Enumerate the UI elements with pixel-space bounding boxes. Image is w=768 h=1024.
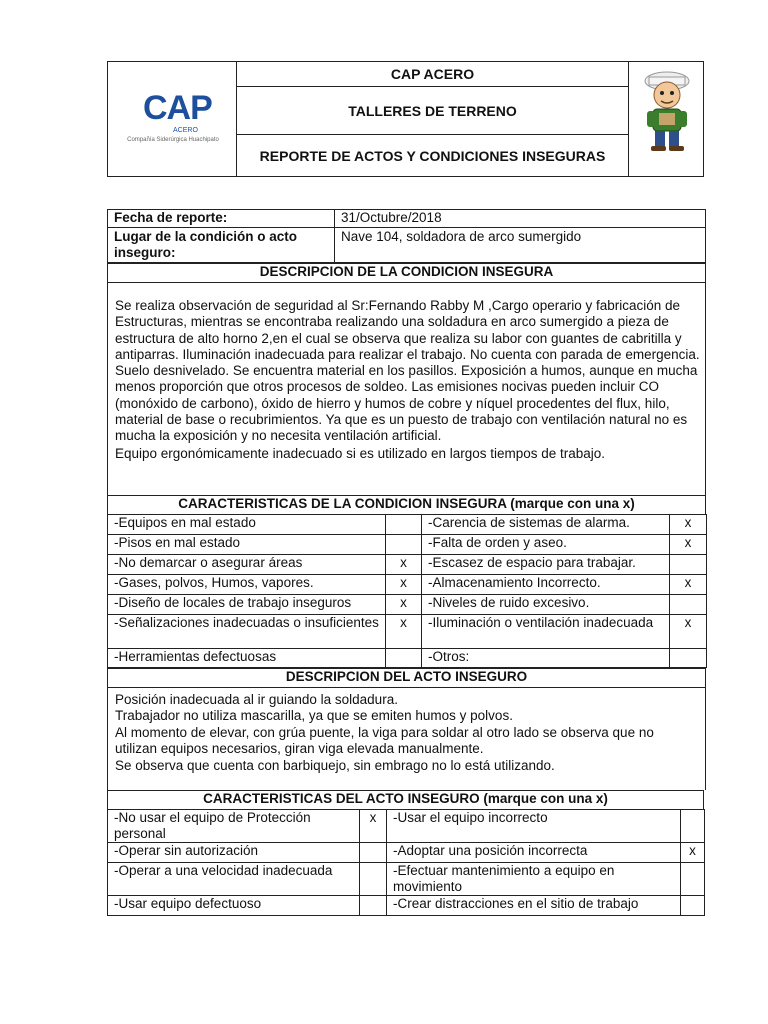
acto-box [107, 688, 706, 790]
caracteristicas-condicion-item-label: -No demarcar o asegurar áreas [108, 555, 386, 575]
logo-company: Compañía Siderúrgica Huachipato [127, 137, 219, 143]
caracteristicas-condicion-item-label: -Almacenamiento Incorrecto. [422, 575, 670, 595]
caracteristicas-acto-row [108, 810, 705, 843]
condicion-box [107, 283, 706, 495]
caracteristicas-condicion-checkbox-mark[interactable]: x [670, 535, 707, 555]
logo-cell [107, 61, 237, 177]
cap-logo: CAP [143, 89, 212, 127]
caracteristicas-condicion-checkbox-mark[interactable]: x [670, 515, 707, 535]
caracteristicas-condicion-checkbox-mark[interactable]: x [386, 595, 422, 615]
caracteristicas-condicion-item-label: -Equipos en mal estado [108, 515, 386, 535]
acto-checklist [107, 809, 705, 916]
caracteristicas-acto-row [108, 863, 705, 896]
acto-title: DESCRIPCION DEL ACTO INSEGURO [107, 668, 706, 688]
acto-line: Se observa que cuenta con barbiquejo, sin embrago no lo está utilizando. [115, 758, 555, 773]
acto-line: Posición inadecuada al ir guiando la soldadura. [115, 692, 398, 707]
caracteristicas-acto-checkbox-mark[interactable] [681, 810, 705, 843]
fecha-value: 31/Octubre/2018 [335, 209, 706, 228]
fecha-label: Fecha de reporte: [107, 209, 335, 228]
caracteristicas-acto-item-label: -Efectuar mantenimiento a equipo en movimiento [387, 863, 681, 896]
caracteristicas-condicion-item-label: -Escasez de espacio para trabajar. [422, 555, 670, 575]
caracteristicas-condicion-row [108, 515, 707, 535]
caracteristicas-condicion-checkbox-mark[interactable] [670, 555, 707, 575]
caracteristicas-condicion-row [108, 575, 707, 595]
caracteristicas-condicion-item-label: -Niveles de ruido excesivo. [422, 595, 670, 615]
acto-line: Al momento de elevar, con grúa puente, la viga para soldar al otro lado se observa que no utilizan equipos necesarios, giran viga elevada manualmente. [115, 725, 654, 757]
caracteristicas-condicion-row [108, 649, 707, 668]
caracteristicas-condicion-item-label: -Otros: [422, 649, 670, 668]
caracteristicas-condicion-row [108, 615, 707, 649]
caracteristicas-condicion-row [108, 555, 707, 575]
header-line3: REPORTE DE ACTOS Y CONDICIONES INSEGURAS [259, 148, 606, 164]
caracteristicas-condicion-item-label: -Pisos en mal estado [108, 535, 386, 555]
caracteristicas-condicion-row [108, 595, 707, 615]
caracteristicas-condicion-row [108, 535, 707, 555]
caracteristicas-acto-checkbox-mark[interactable] [360, 843, 387, 863]
lugar-label: Lugar de la condición o acto inseguro: [107, 228, 335, 263]
caracteristicas-acto-item-label: -Adoptar una posición incorrecta [387, 843, 681, 863]
caracteristicas-condicion-item-label: -Diseño de locales de trabajo inseguros [108, 595, 386, 615]
caracteristicas-acto-item-label: -Usar equipo defectuoso [108, 896, 360, 916]
caracteristicas-acto-item-label: -No usar el equipo de Protección personal [108, 810, 360, 843]
acto-line: Trabajador no utiliza mascarilla, ya que se emiten humos y polvos. [115, 708, 513, 723]
caracteristicas-condicion-checkbox-mark[interactable] [386, 649, 422, 668]
caracteristicas-acto-item-label: -Operar a una velocidad inadecuada [108, 863, 360, 896]
caracteristicas-condicion-checkbox-mark[interactable]: x [670, 615, 707, 649]
condicion-checklist [107, 514, 707, 668]
caracteristicas-condicion-checkbox-mark[interactable] [386, 535, 422, 555]
mascot-cell [628, 61, 704, 177]
caracteristicas-acto-checkbox-mark[interactable] [360, 896, 387, 916]
caracteristicas-acto-checkbox-mark[interactable] [681, 896, 705, 916]
worker-mascot-icon [629, 65, 705, 155]
caracteristicas-condicion-title: CARACTERISTICAS DE LA CONDICION INSEGURA (marque con una x) [107, 495, 706, 515]
caracteristicas-acto-title: CARACTERISTICAS DEL ACTO INSEGURO (marque con una x) [107, 790, 704, 810]
caracteristicas-acto-item-label: -Usar el equipo incorrecto [387, 810, 681, 843]
caracteristicas-condicion-item-label: -Señalizaciones inadecuadas o insuficientes [108, 615, 386, 649]
caracteristicas-condicion-checkbox-mark[interactable] [670, 595, 707, 615]
caracteristicas-acto-item-label: -Crear distracciones en el sitio de trabajo [387, 896, 681, 916]
condicion-text2: Equipo ergonómicamente inadecuado si es utilizado en largos tiempos de trabajo. [115, 446, 606, 461]
condicion-title: DESCRIPCION DE LA CONDICION INSEGURA [107, 263, 706, 283]
header-line2: TALLERES DE TERRENO [237, 87, 628, 135]
caracteristicas-condicion-item-label: -Iluminación o ventilación inadecuada [422, 615, 670, 649]
caracteristicas-condicion-checkbox-mark[interactable] [386, 515, 422, 535]
caracteristicas-acto-checkbox-mark[interactable] [681, 863, 705, 896]
caracteristicas-condicion-checkbox-mark[interactable]: x [386, 555, 422, 575]
caracteristicas-condicion-item-label: -Carencia de sistemas de alarma. [422, 515, 670, 535]
caracteristicas-acto-checkbox-mark[interactable]: x [360, 810, 387, 843]
header-line1: CAP ACERO [237, 61, 628, 87]
caracteristicas-condicion-item-label: -Herramientas defectuosas [108, 649, 386, 668]
caracteristicas-acto-checkbox-mark[interactable]: x [681, 843, 705, 863]
logo-sub: ACERO [173, 127, 198, 134]
caracteristicas-acto-checkbox-mark[interactable] [360, 863, 387, 896]
caracteristicas-condicion-checkbox-mark[interactable]: x [386, 575, 422, 595]
caracteristicas-condicion-checkbox-mark[interactable] [670, 649, 707, 668]
caracteristicas-acto-item-label: -Operar sin autorización [108, 843, 360, 863]
caracteristicas-condicion-item-label: -Gases, polvos, Humos, vapores. [108, 575, 386, 595]
condicion-text: Se realiza observación de seguridad al Sr:Fernando Rabby M ,Cargo operario y fabricación de Estructuras, mientras se encontraba realizando una soldadura en arco sumergido a pieza de estructura de alto horno 2,en el cual se observa que realiza su labor con guantes de cabritilla y antiparras. Iluminación inadecuada para realizar el trabajo. No cuenta con parada de emergencia. Suelo desnivelado. Se encuentra material en los pasillos. Exposición a humos, aunque en mucha menos proporción que otros procesos de soldeo. Las emisiones nocivas pueden incluir CO (monóxido de carbono), óxido de hierro y humos de cobre y níquel procedentes del flux, hilo, material de base o recubrimientos. Ya que es un puesto de trabajo con ventilación natural no es mucha la exposición y no necesita ventilación artificial. [115, 298, 700, 444]
lugar-value: Nave 104, soldadora de arco sumergido [341, 229, 582, 244]
caracteristicas-condicion-checkbox-mark[interactable]: x [670, 575, 707, 595]
caracteristicas-acto-row [108, 896, 705, 916]
caracteristicas-condicion-item-label: -Falta de orden y aseo. [422, 535, 670, 555]
caracteristicas-acto-row [108, 843, 705, 863]
caracteristicas-condicion-checkbox-mark[interactable]: x [386, 615, 422, 649]
